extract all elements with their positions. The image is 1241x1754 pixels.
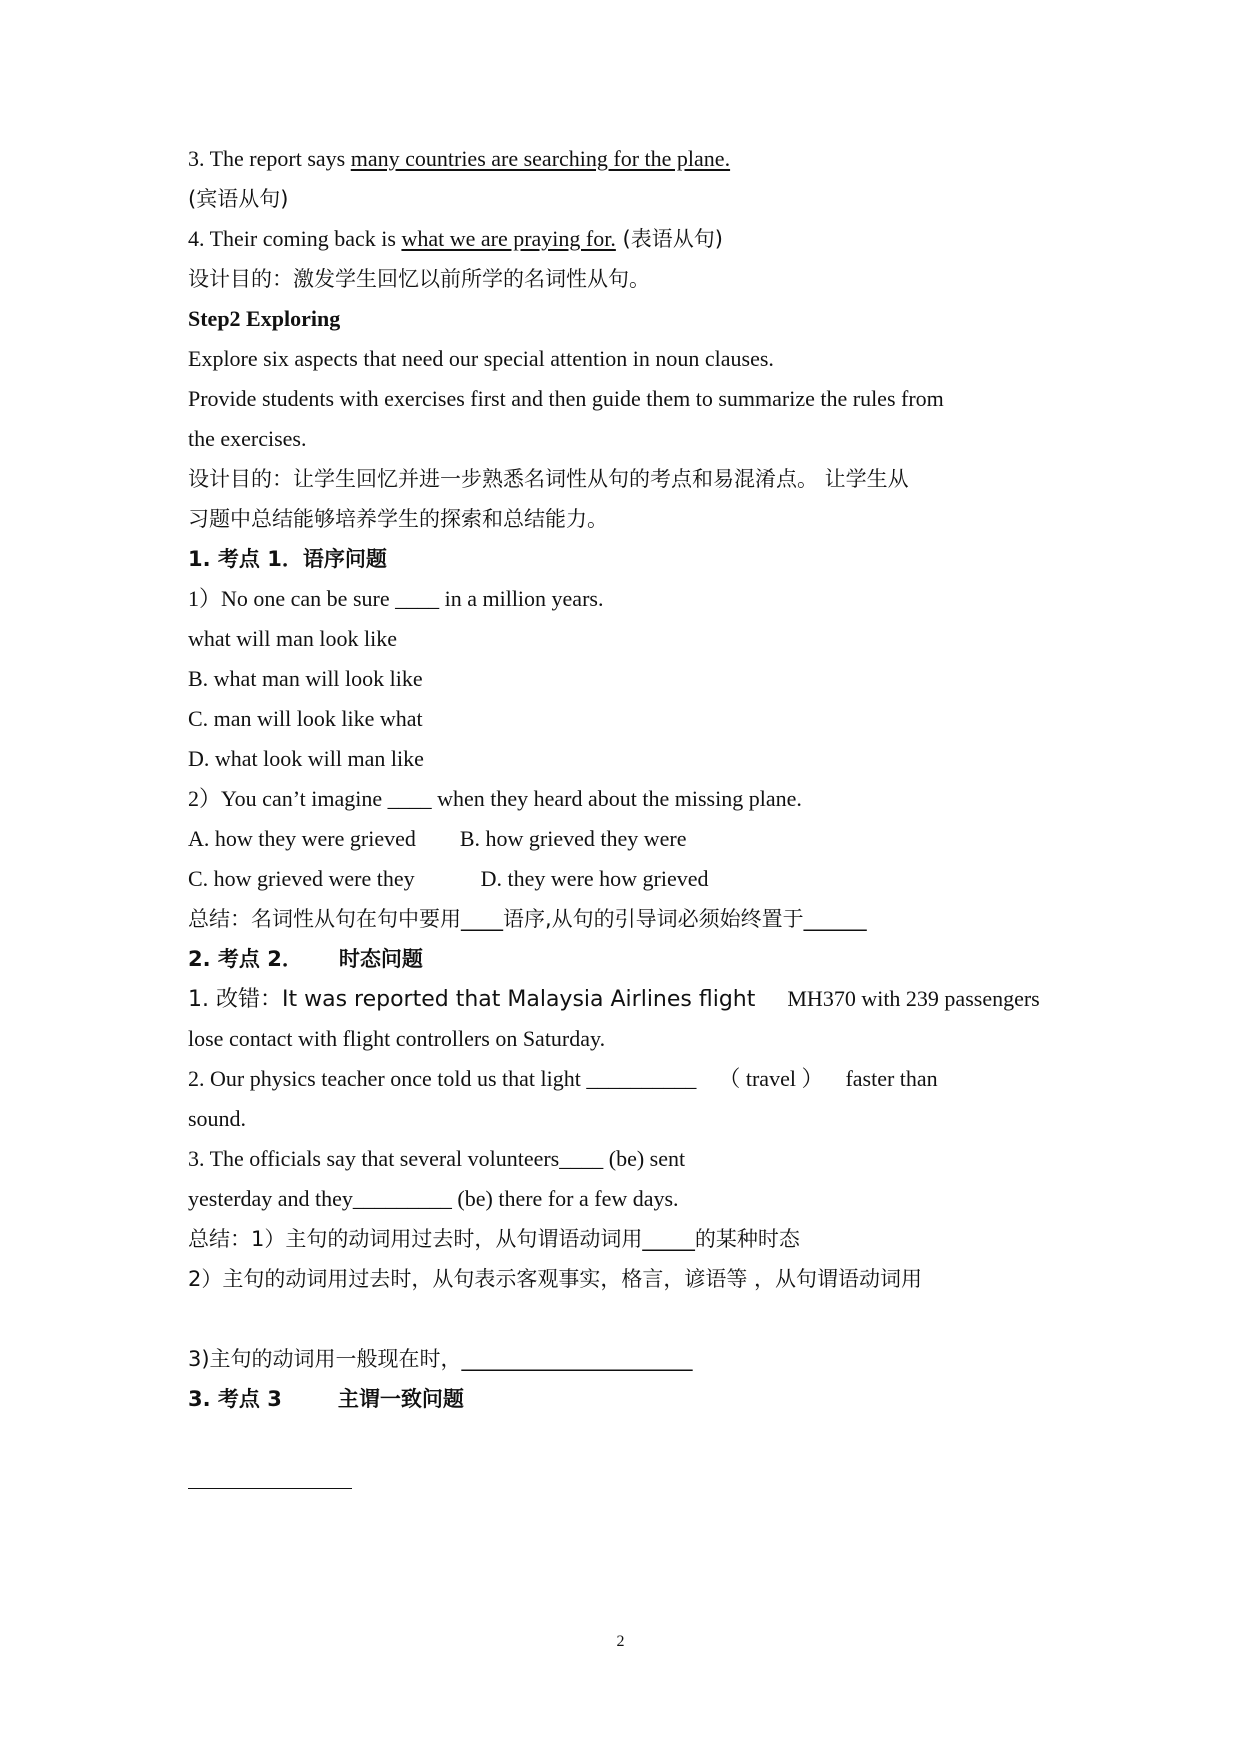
point3-heading-title: 主谓一致问题: [337, 1387, 464, 1411]
point1-question-2: 2）You can’t imagine ____ when they heard about the missing plane.: [188, 786, 802, 811]
review-item-3: [188, 144, 730, 174]
review-item-4-underlined: what we are praying for.: [401, 226, 616, 251]
point1-q2-option-c: C. how grieved were they: [188, 866, 415, 891]
review-item-4-prefix: 4. Their coming back is: [188, 226, 402, 251]
step2-heading: Step2 Exploring: [188, 306, 341, 331]
review-item-3-note: (宾语从句): [188, 187, 289, 211]
review-design-purpose: 设计目的：激发学生回忆以前所学的名词性从句。: [188, 267, 650, 291]
answer-blank-line: [188, 1488, 352, 1489]
page-number: 2: [616, 1633, 625, 1650]
point2-heading-title: 时态问题: [338, 947, 423, 971]
point3-heading: [188, 1384, 464, 1414]
point2-heading: [188, 944, 423, 974]
point2-ex3-part-a: 3. The officials say that several volunteers____ (be) sent: [188, 1146, 686, 1171]
point1-q1-option-c: C. man will look like what: [188, 706, 423, 731]
point2-summary-1: 总结：1）主句的动词用过去时，从句谓语动词用_____的某种时态: [188, 1227, 800, 1251]
point2-ex1-part-a: 1. 改错：It was reported that Malaysia Airlines flight: [188, 987, 756, 1012]
point1-q2-options-ab: [188, 824, 687, 854]
point1-summary: 总结：名词性从句在句中要用____语序,从句的引导词必须始终置于______: [188, 907, 867, 931]
step2-line-3: the exercises.: [188, 426, 307, 451]
point1-q1-option-b: B. what man will look like: [188, 666, 423, 691]
point2-summary-3: 3)主句的动词用一般现在时，______________________: [188, 1347, 693, 1371]
point1-q2-options-cd: [188, 864, 709, 894]
review-item-3-prefix: 3. The report says: [188, 146, 351, 171]
point1-q1-option-a: what will man look like: [188, 626, 397, 651]
point2-exercise-1: [188, 984, 1040, 1015]
point1-question-1: 1）No one can be sure ____ in a million years.: [188, 586, 604, 611]
point1-heading: 1. 考点 1．语序问题: [188, 547, 387, 571]
point1-q2-option-d: D. they were how grieved: [480, 866, 709, 891]
point1-q2-option-b: B. how grieved they were: [459, 826, 687, 851]
point2-ex2-part-a: 2. Our physics teacher once told us that light __________: [188, 1066, 697, 1091]
point2-ex3-part-b: yesterday and they_________ (be) there for a few days.: [188, 1186, 679, 1211]
point1-q2-option-a: A. how they were grieved: [188, 826, 416, 851]
step2-design-line-2: 习题中总结能够培养学生的探索和总结能力。: [188, 507, 608, 531]
point2-ex2-part-c: faster than: [845, 1066, 938, 1091]
point1-q1-option-d: D. what look will man like: [188, 746, 424, 771]
point2-ex1-part-b: MH370 with 239 passengers: [787, 986, 1040, 1011]
point2-ex2-part-d: sound.: [188, 1106, 247, 1131]
point2-ex2-part-b: （ travel ）: [718, 1066, 824, 1091]
review-item-4: [188, 224, 723, 254]
step2-line-1: Explore six aspects that need our special attention in noun clauses.: [188, 346, 774, 371]
step2-line-2: Provide students with exercises first and then guide them to summarize the rules from: [188, 386, 944, 411]
point3-heading-number: 3. 考点 3: [188, 1387, 282, 1411]
point2-summary-2: 2）主句的动词用过去时，从句表示客观事实，格言，谚语等 ，从句谓语动词用: [188, 1267, 923, 1291]
point2-ex1-part-c: lose contact with flight controllers on Saturday.: [188, 1026, 606, 1051]
point2-exercise-2: [188, 1064, 938, 1094]
point2-heading-number: 2. 考点 2．: [188, 947, 303, 971]
review-item-4-note: (表语从句): [615, 227, 723, 251]
step2-design-line-1: 设计目的：让学生回忆并进一步熟悉名词性从句的考点和易混淆点。 让学生从: [188, 467, 909, 491]
review-item-3-underlined: many countries are searching for the plane.: [350, 146, 731, 171]
